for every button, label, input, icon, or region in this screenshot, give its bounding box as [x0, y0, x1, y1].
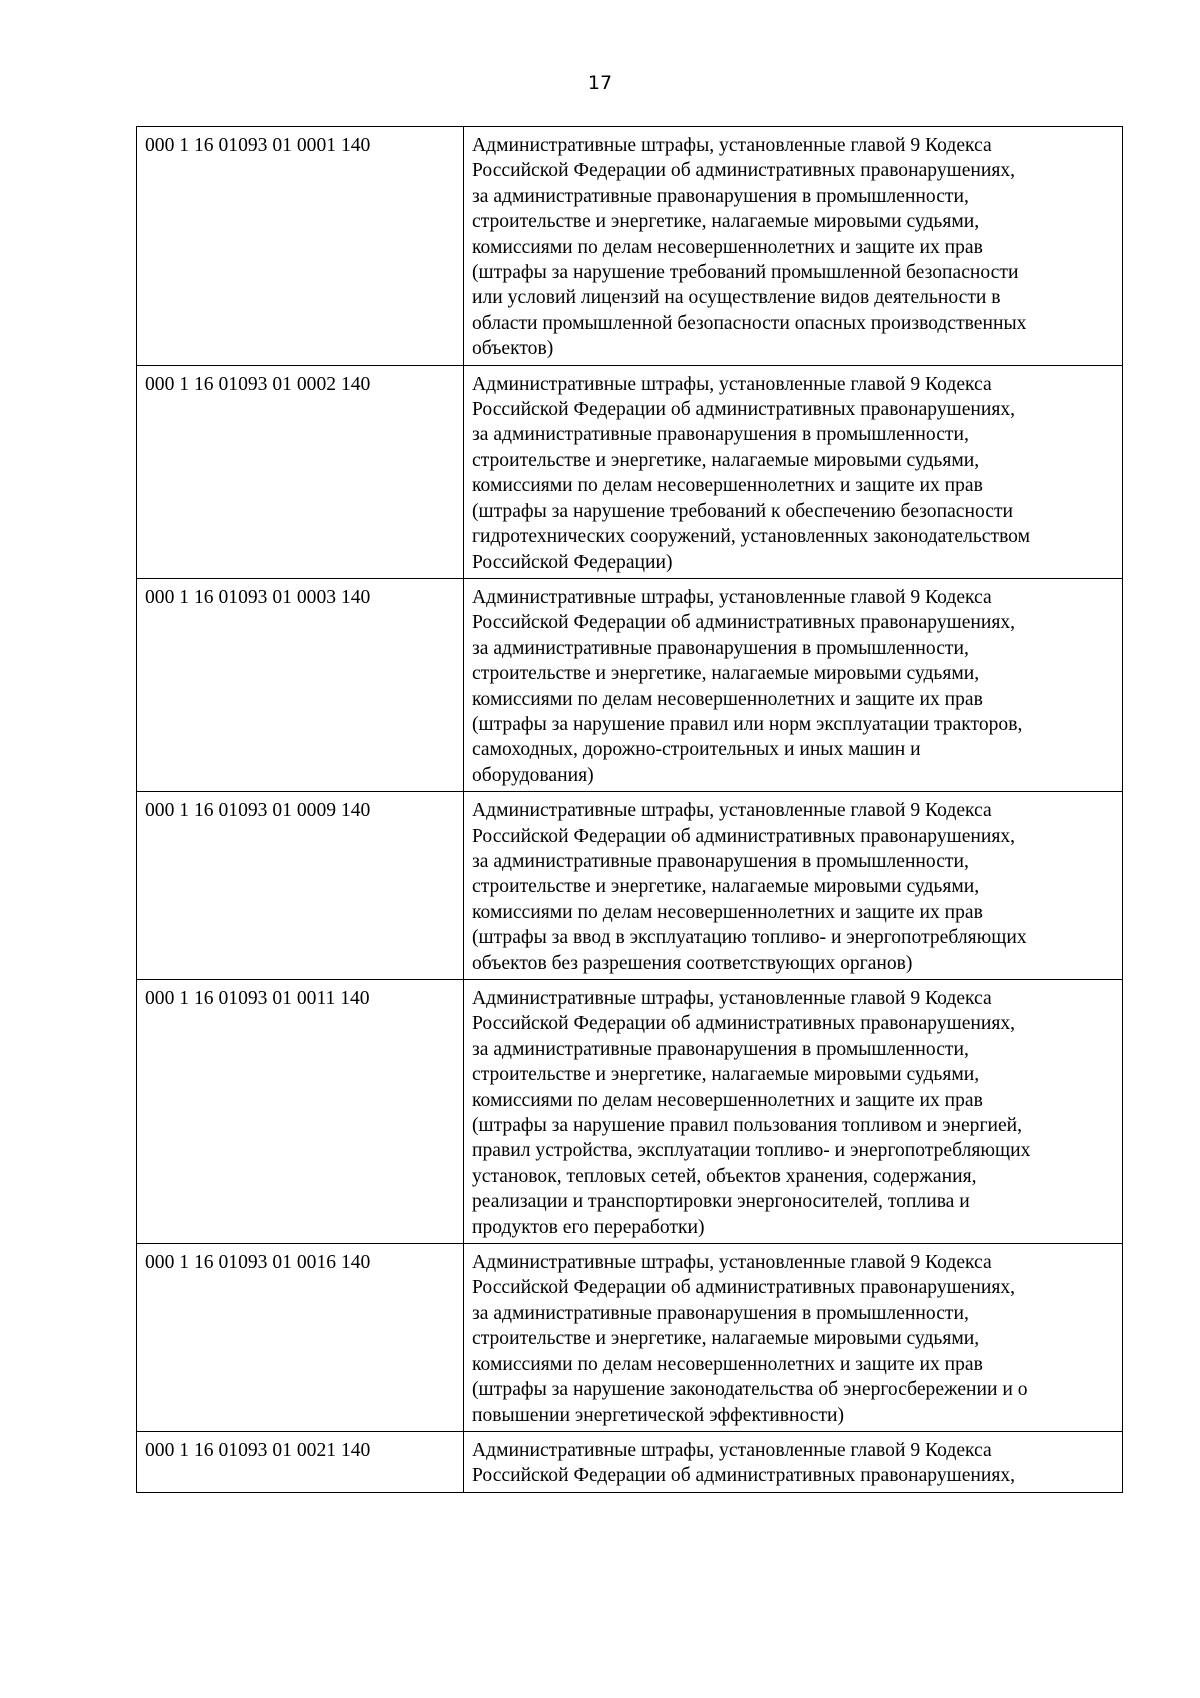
description-line: строительстве и энергетике, налагаемые мировыми судьями, [472, 449, 980, 471]
description-line: комиссиями по делам несовершеннолетних и защите их прав [472, 688, 983, 710]
description-line: (штрафы за нарушение правил пользования топливом и энергией, [472, 1115, 1023, 1137]
description-line: повышении энергетической эффективности) [472, 1404, 845, 1426]
description-line: самоходных, дорожно-строительных и иных машин и [472, 739, 921, 761]
description-line: за административные правонарушения в промышленности, [472, 1038, 969, 1060]
description-line: комиссиями по делам несовершеннолетних и защите их прав [472, 1353, 983, 1375]
description-line: строительстве и энергетике, налагаемые мировыми судьями, [472, 876, 980, 898]
table-body [137, 127, 1123, 1493]
description-line: установок, тепловых сетей, объектов хранения, содержания, [472, 1165, 977, 1187]
description-line: Российской Федерации об административных правонарушениях, [472, 1277, 1016, 1299]
description-line: за административные правонарушения в промышленности, [472, 185, 969, 207]
description-line: Административные штрафы, установленные главой 9 Кодекса [472, 373, 992, 395]
description-line: за административные правонарушения в промышленности, [472, 1302, 969, 1324]
description-line: строительстве и энергетике, налагаемые мировыми судьями, [472, 1064, 980, 1086]
description-line: Административные штрафы, установленные главой 9 Кодекса [472, 988, 992, 1009]
description-line: (штрафы за нарушение требований к обеспечению безопасности [472, 500, 1013, 522]
description-line: Российской Федерации об административных правонарушениях, [472, 1013, 1016, 1035]
description-line: (штрафы за ввод в эксплуатацию топливо- и энергопотребляющих [472, 927, 1027, 949]
description-line: Российской Федерации об административных правонарушениях, [472, 825, 1016, 847]
description-line: оборудования) [472, 764, 594, 786]
description-line: Административные штрафы, установленные главой 9 Кодекса [472, 135, 992, 156]
description-line: комиссиями по делам несовершеннолетних и защите их прав [472, 901, 983, 923]
description-line: Российской Федерации об административных правонарушениях, [472, 399, 1016, 421]
description-line: за административные правонарушения в промышленности, [472, 424, 969, 446]
classification-code: 000 1 16 01093 01 0016 140 [137, 1244, 464, 1432]
table-row [137, 980, 1123, 1244]
classification-code: 000 1 16 01093 01 0009 140 [137, 792, 464, 980]
description-line: Административные штрафы, установленные главой 9 Кодекса [472, 800, 992, 822]
classification-code: 000 1 16 01093 01 0002 140 [137, 365, 464, 578]
revenue-description [464, 1431, 1123, 1492]
description-line: строительстве и энергетике, налагаемые мировыми судьями, [472, 211, 980, 233]
description-line: Административные штрафы, установленные главой 9 Кодекса [472, 586, 992, 608]
table-row [137, 127, 1123, 366]
classification-code: 000 1 16 01093 01 0021 140 [137, 1431, 464, 1492]
table-row [137, 365, 1123, 578]
budget-codes-table [136, 126, 1123, 1493]
description-line: Российской Федерации об административных правонарушениях, [472, 160, 1016, 182]
description-line: правил устройства, эксплуатации топливо- и энергопотребляющих [472, 1140, 1031, 1162]
description-line: Российской Федерации) [472, 551, 673, 573]
description-line: комиссиями по делам несовершеннолетних и защите их прав [472, 236, 983, 258]
description-line: за административные правонарушения в промышленности, [472, 850, 969, 872]
description-line: строительстве и энергетике, налагаемые мировыми судьями, [472, 1328, 980, 1350]
description-line: Административные штрафы, установленные главой 9 Кодекса [472, 1252, 992, 1274]
revenue-description [464, 578, 1123, 791]
description-line: (штрафы за нарушение законодательства об энергосбережении и о [472, 1379, 1028, 1401]
revenue-description [464, 1244, 1123, 1432]
description-line: Российской Федерации об административных правонарушениях, [472, 612, 1016, 634]
description-line: объектов) [472, 338, 554, 360]
description-line: Российской Федерации об административных правонарушениях, [472, 1465, 1016, 1487]
revenue-description [464, 792, 1123, 980]
table-row [137, 1431, 1123, 1492]
classification-code: 000 1 16 01093 01 0003 140 [137, 578, 464, 791]
description-line: за административные правонарушения в промышленности, [472, 637, 969, 659]
revenue-description [464, 980, 1123, 1244]
description-line: Административные штрафы, установленные главой 9 Кодекса [472, 1439, 992, 1461]
revenue-description [464, 127, 1123, 366]
description-line: (штрафы за нарушение правил или норм эксплуатации тракторов, [472, 713, 1023, 735]
description-line: комиссиями по делам несовершеннолетних и защите их прав [472, 1089, 983, 1111]
description-line: объектов без разрешения соответствующих органов) [472, 952, 913, 974]
description-line: строительстве и энергетике, налагаемые мировыми судьями, [472, 663, 980, 685]
description-line: гидротехнических сооружений, установленных законодательством [472, 526, 1031, 548]
description-line: (штрафы за нарушение требований промышленной безопасности [472, 262, 1019, 284]
table-row [137, 792, 1123, 980]
page-number: 17 [587, 72, 613, 94]
table-row [137, 578, 1123, 791]
revenue-description [464, 365, 1123, 578]
description-line: реализации и транспортировки энергоносителей, топлива и [472, 1191, 970, 1213]
classification-code: 000 1 16 01093 01 0001 140 [137, 127, 464, 366]
classification-code: 000 1 16 01093 01 0011 140 [137, 980, 464, 1244]
description-line: области промышленной безопасности опасных производственных [472, 312, 1027, 334]
description-line: или условий лицензий на осуществление видов деятельности в [472, 287, 1001, 309]
description-line: продуктов его переработки) [472, 1216, 705, 1238]
table-row [137, 1244, 1123, 1432]
description-line: комиссиями по делам несовершеннолетних и защите их прав [472, 475, 983, 497]
